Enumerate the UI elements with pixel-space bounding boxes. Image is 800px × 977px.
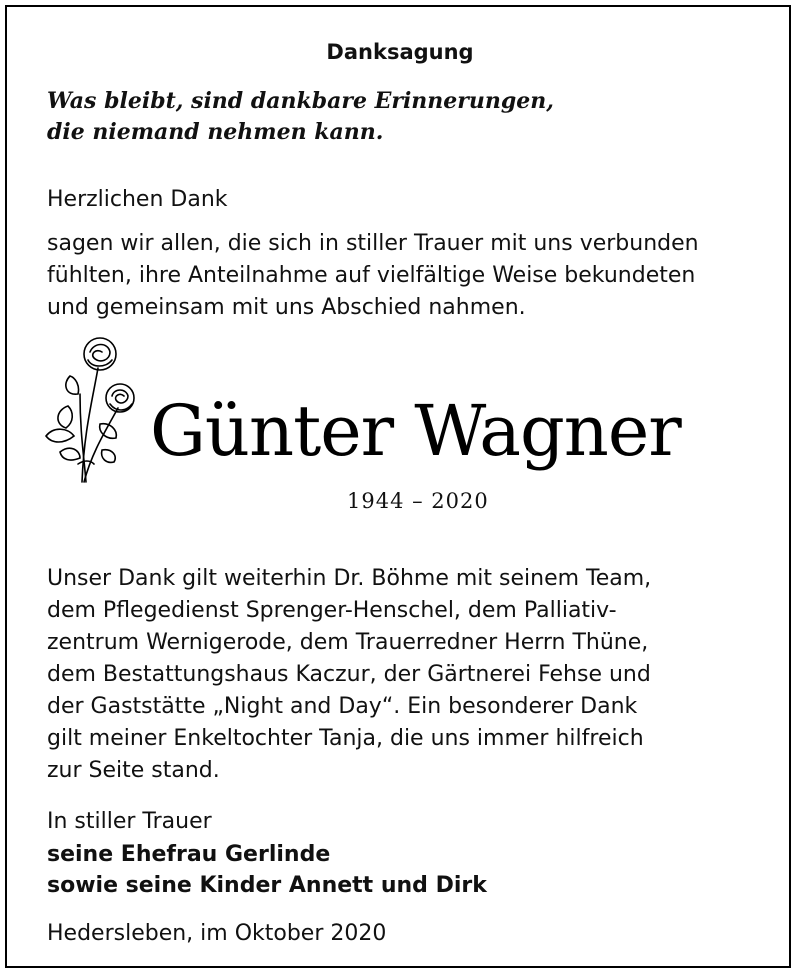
thanks-line: zentrum Wernigerode, dem Trauerredner Herrn Thüne, bbox=[47, 630, 649, 655]
thanks-paragraph bbox=[47, 563, 651, 787]
thanks-line: dem Pflegedienst Sprenger-Henschel, dem Palliativ- bbox=[47, 598, 617, 623]
life-dates: 1944 – 2020 bbox=[347, 489, 489, 513]
thanks-line: Unser Dank gilt weiterhin Dr. Böhme mit seinem Team, bbox=[47, 566, 652, 591]
notice-heading: Danksagung bbox=[326, 40, 474, 64]
thanks-line: gilt meiner Enkeltochter Tanja, die uns immer hilfreich bbox=[47, 726, 644, 751]
intro-line: fühlten, ihre Anteilnahme auf vielfältige Weise bekundeten bbox=[47, 263, 696, 288]
thanks-line: der Gaststätte „Night and Day“. Ein besonderer Dank bbox=[47, 694, 638, 719]
signoff-intro: In stiller Trauer bbox=[47, 809, 212, 834]
rose-icon bbox=[40, 332, 136, 486]
thanks-line: zur Seite stand. bbox=[47, 758, 220, 783]
greeting-text: Herzlichen Dank bbox=[47, 187, 228, 212]
quote-line-2: die niemand nehmen kann. bbox=[47, 119, 384, 145]
place-date: Hedersleben, im Oktober 2020 bbox=[47, 921, 387, 946]
signoff-spouse: seine Ehefrau Gerlinde bbox=[47, 842, 331, 867]
signoff-children: sowie seine Kinder Annett und Dirk bbox=[47, 873, 487, 898]
intro-paragraph bbox=[47, 228, 699, 324]
intro-line: sagen wir allen, die sich in stiller Trauer mit uns verbunden bbox=[47, 231, 699, 256]
deceased-name: Günter Wagner bbox=[150, 390, 681, 472]
thanks-line: dem Bestattungshaus Kaczur, der Gärtnerei Fehse und bbox=[47, 662, 651, 687]
quote-line-1: Was bleibt, sind dankbare Erinnerungen, bbox=[47, 88, 554, 114]
intro-line: und gemeinsam mit uns Abschied nahmen. bbox=[47, 295, 526, 320]
